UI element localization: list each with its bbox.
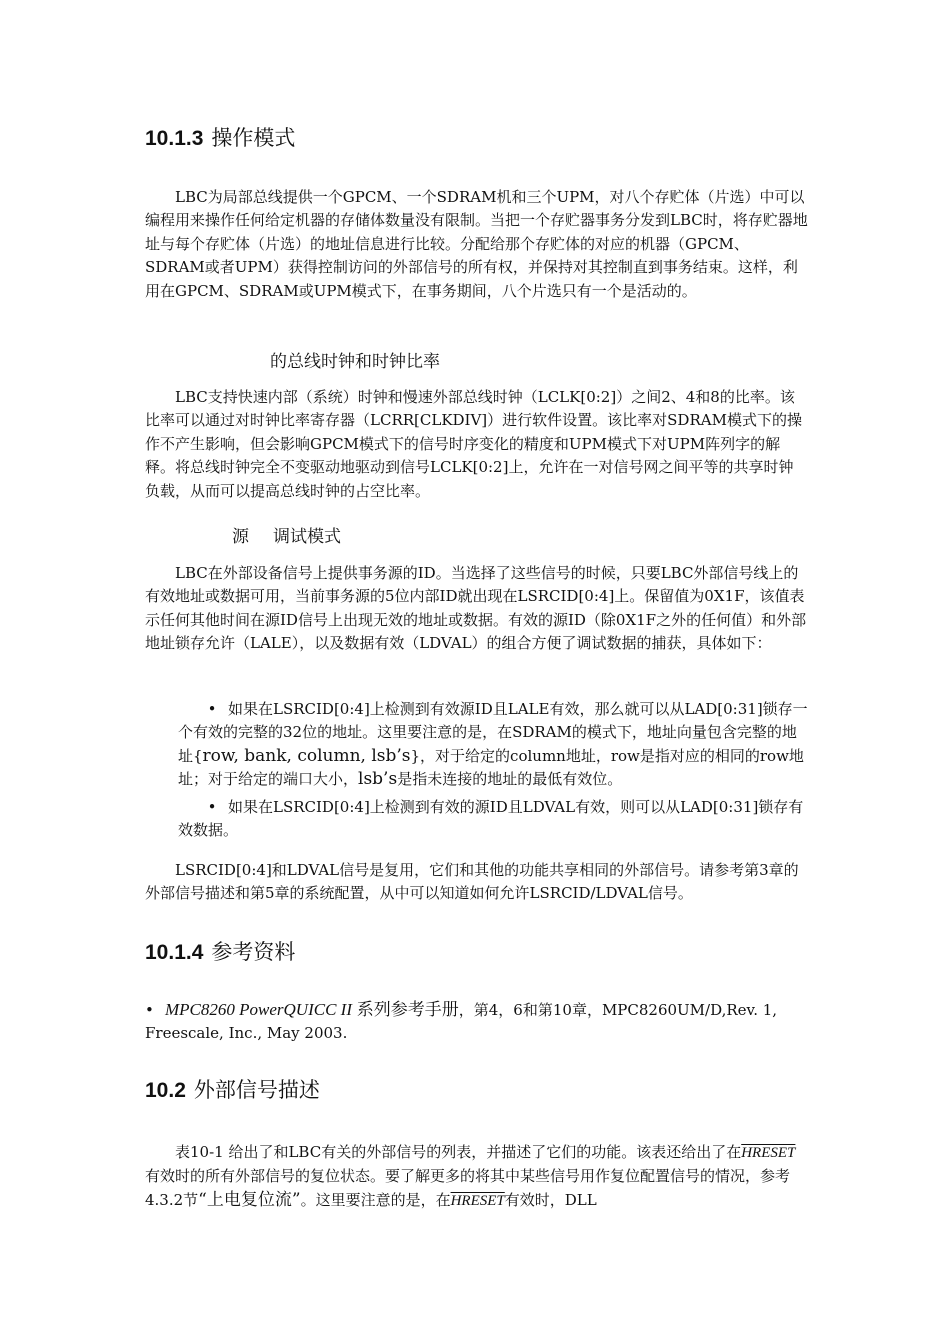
- paragraph-text: LBC支持快速内部（系统）时钟和慢速外部总线时钟（LCLK[0:2]）之间2、4和8的比率。该比率可以通过对时钟比率寄存器（LCRR[CLKDIV]）进行软件设置。该比率对SDRAM模式下的操作不产生影响，但会影响GPCM模式下的信号时序变化的精度和UPM模式下对UPM阵列字的解释。将总线时钟完全不变驱动地驱动到信号LCLK[0:2]上，允许在一对信号网之间平等的共享时钟负载，从而可以提高总线时钟的占空比率。: [145, 388, 802, 500]
- quoted-section-title: “上电复位流”: [198, 1189, 301, 1210]
- paragraph-operation-modes: [145, 186, 808, 303]
- subheading-source-debug: [232, 522, 341, 547]
- section-heading-10-2: [145, 1074, 320, 1104]
- section-title: 参考资料: [211, 941, 296, 964]
- bullet-text-large: lsb’s: [358, 769, 398, 790]
- bullet-text-large: row, bank, column, lsb’s: [202, 745, 411, 766]
- section-number: 10.1.3: [145, 127, 204, 150]
- subheading-text-a: 源: [232, 527, 249, 547]
- section-heading-10-1-3: [145, 122, 295, 152]
- signal-name-hreset: HRESET: [741, 1145, 796, 1161]
- section-title: 操作模式: [211, 127, 296, 150]
- bullet-item-data: [178, 796, 808, 843]
- paragraph-text: LBC在外部设备信号上提供事务源的ID。当选择了这些信号的时候，只要LBC外部信号线上的有效地址或数据可用，当前事务源的5位内部ID就出现在LSRCID[0:4]上。保留值为0X1F，该值表示任何其他时间在源ID信号上出现无效的地址或数据。有效的源ID（除0X1F之外的任何值）和外部地址锁存允许（LALE），以及数据有效（LDVAL）的组合方便了调试数据的捕获，具体如下：: [145, 564, 807, 653]
- bullet-text: 是指未连接的地址的最低有效位。: [397, 770, 623, 789]
- bullet-text: 如果在LSRCID[0:4]上检测到有效源ID且LALE有效，那么就可以从LAD[0:31]锁存一个有效的完整的32位的地址。这里要注意的是，在SDRAM的模式下，地址向量包含完整的地址{: [178, 700, 808, 765]
- paragraph-text: LSRCID[0:4]和LDVAL信号是复用，它们和其他的功能共享相同的外部信号。请参考第3章的外部信号描述和第5章的系统配置，从中可以知道如何允许LSRCID/LDVAL信号。: [145, 861, 799, 903]
- section-heading-10-1-4: [145, 936, 295, 966]
- paragraph-multiplex: [145, 859, 808, 906]
- reference-item: [145, 998, 808, 1046]
- bullet-item-address: [178, 698, 808, 792]
- paragraph-text: 有效时的所有外部信号的复位状态。要了解更多的将其中某些信号用作复位配置信号的情况，参考4.3.2节: [145, 1167, 791, 1209]
- paragraph-source-id: [145, 562, 808, 656]
- paragraph-text: 有效时，DLL: [504, 1190, 597, 1209]
- bullet-icon: •: [207, 700, 217, 718]
- section-title: 外部信号描述: [193, 1079, 320, 1102]
- reference-title: MPC8260 PowerQUICC II: [165, 1000, 352, 1019]
- section-number: 10.2: [145, 1079, 186, 1102]
- reference-details: ，第4，6和第10章，MPC8260UM/D,Rev. 1, Freescale, Inc., May 2003.: [145, 1001, 778, 1043]
- subheading-text: 的总线时钟和时钟比率: [270, 352, 440, 372]
- bullet-text: }，对于给定的column地址，row是指对应的相同的row地址；对于给定的端口大小，: [178, 746, 804, 789]
- subheading-text-b: 调试模式: [273, 527, 341, 547]
- paragraph-bus-clock: [145, 386, 808, 503]
- paragraph-text: 。这里要注意的是，在: [300, 1190, 451, 1209]
- bullet-icon: •: [145, 1001, 154, 1019]
- reference-title-cn: 系列参考手册: [356, 1000, 459, 1020]
- paragraph-text: LBC为局部总线提供一个GPCM、一个SDRAM机和三个UPM，对八个存贮体（片选）中可以编程用来操作任何给定机器的存储体数量没有限制。当把一个存贮器事务分发到LBC时，将存贮器地址与每个存贮体（片选）的地址信息进行比较。分配给那个存贮体的对应的机器（GPCM、SDRAM或者UPM）获得控制访问的外部信号的所有权，并保持对其控制直到事务结束。这样，利用在GPCM、SDRAM或UPM模式下，在事务期间，八个片选只有一个是活动的。: [145, 188, 808, 300]
- subheading-bus-clock: [270, 347, 440, 372]
- bullet-icon: •: [207, 798, 217, 816]
- bullet-text: 如果在LSRCID[0:4]上检测到有效的源ID且LDVAL有效，则可以从LAD[0:31]锁存有效数据。: [178, 798, 804, 840]
- paragraph-external-signals: [145, 1141, 808, 1213]
- paragraph-text: 表10-1 给出了和LBC有关的外部信号的列表，并描述了它们的功能。该表还给出了在: [175, 1143, 742, 1161]
- signal-name-hreset: HRESET: [450, 1192, 505, 1209]
- section-number: 10.1.4: [145, 941, 204, 964]
